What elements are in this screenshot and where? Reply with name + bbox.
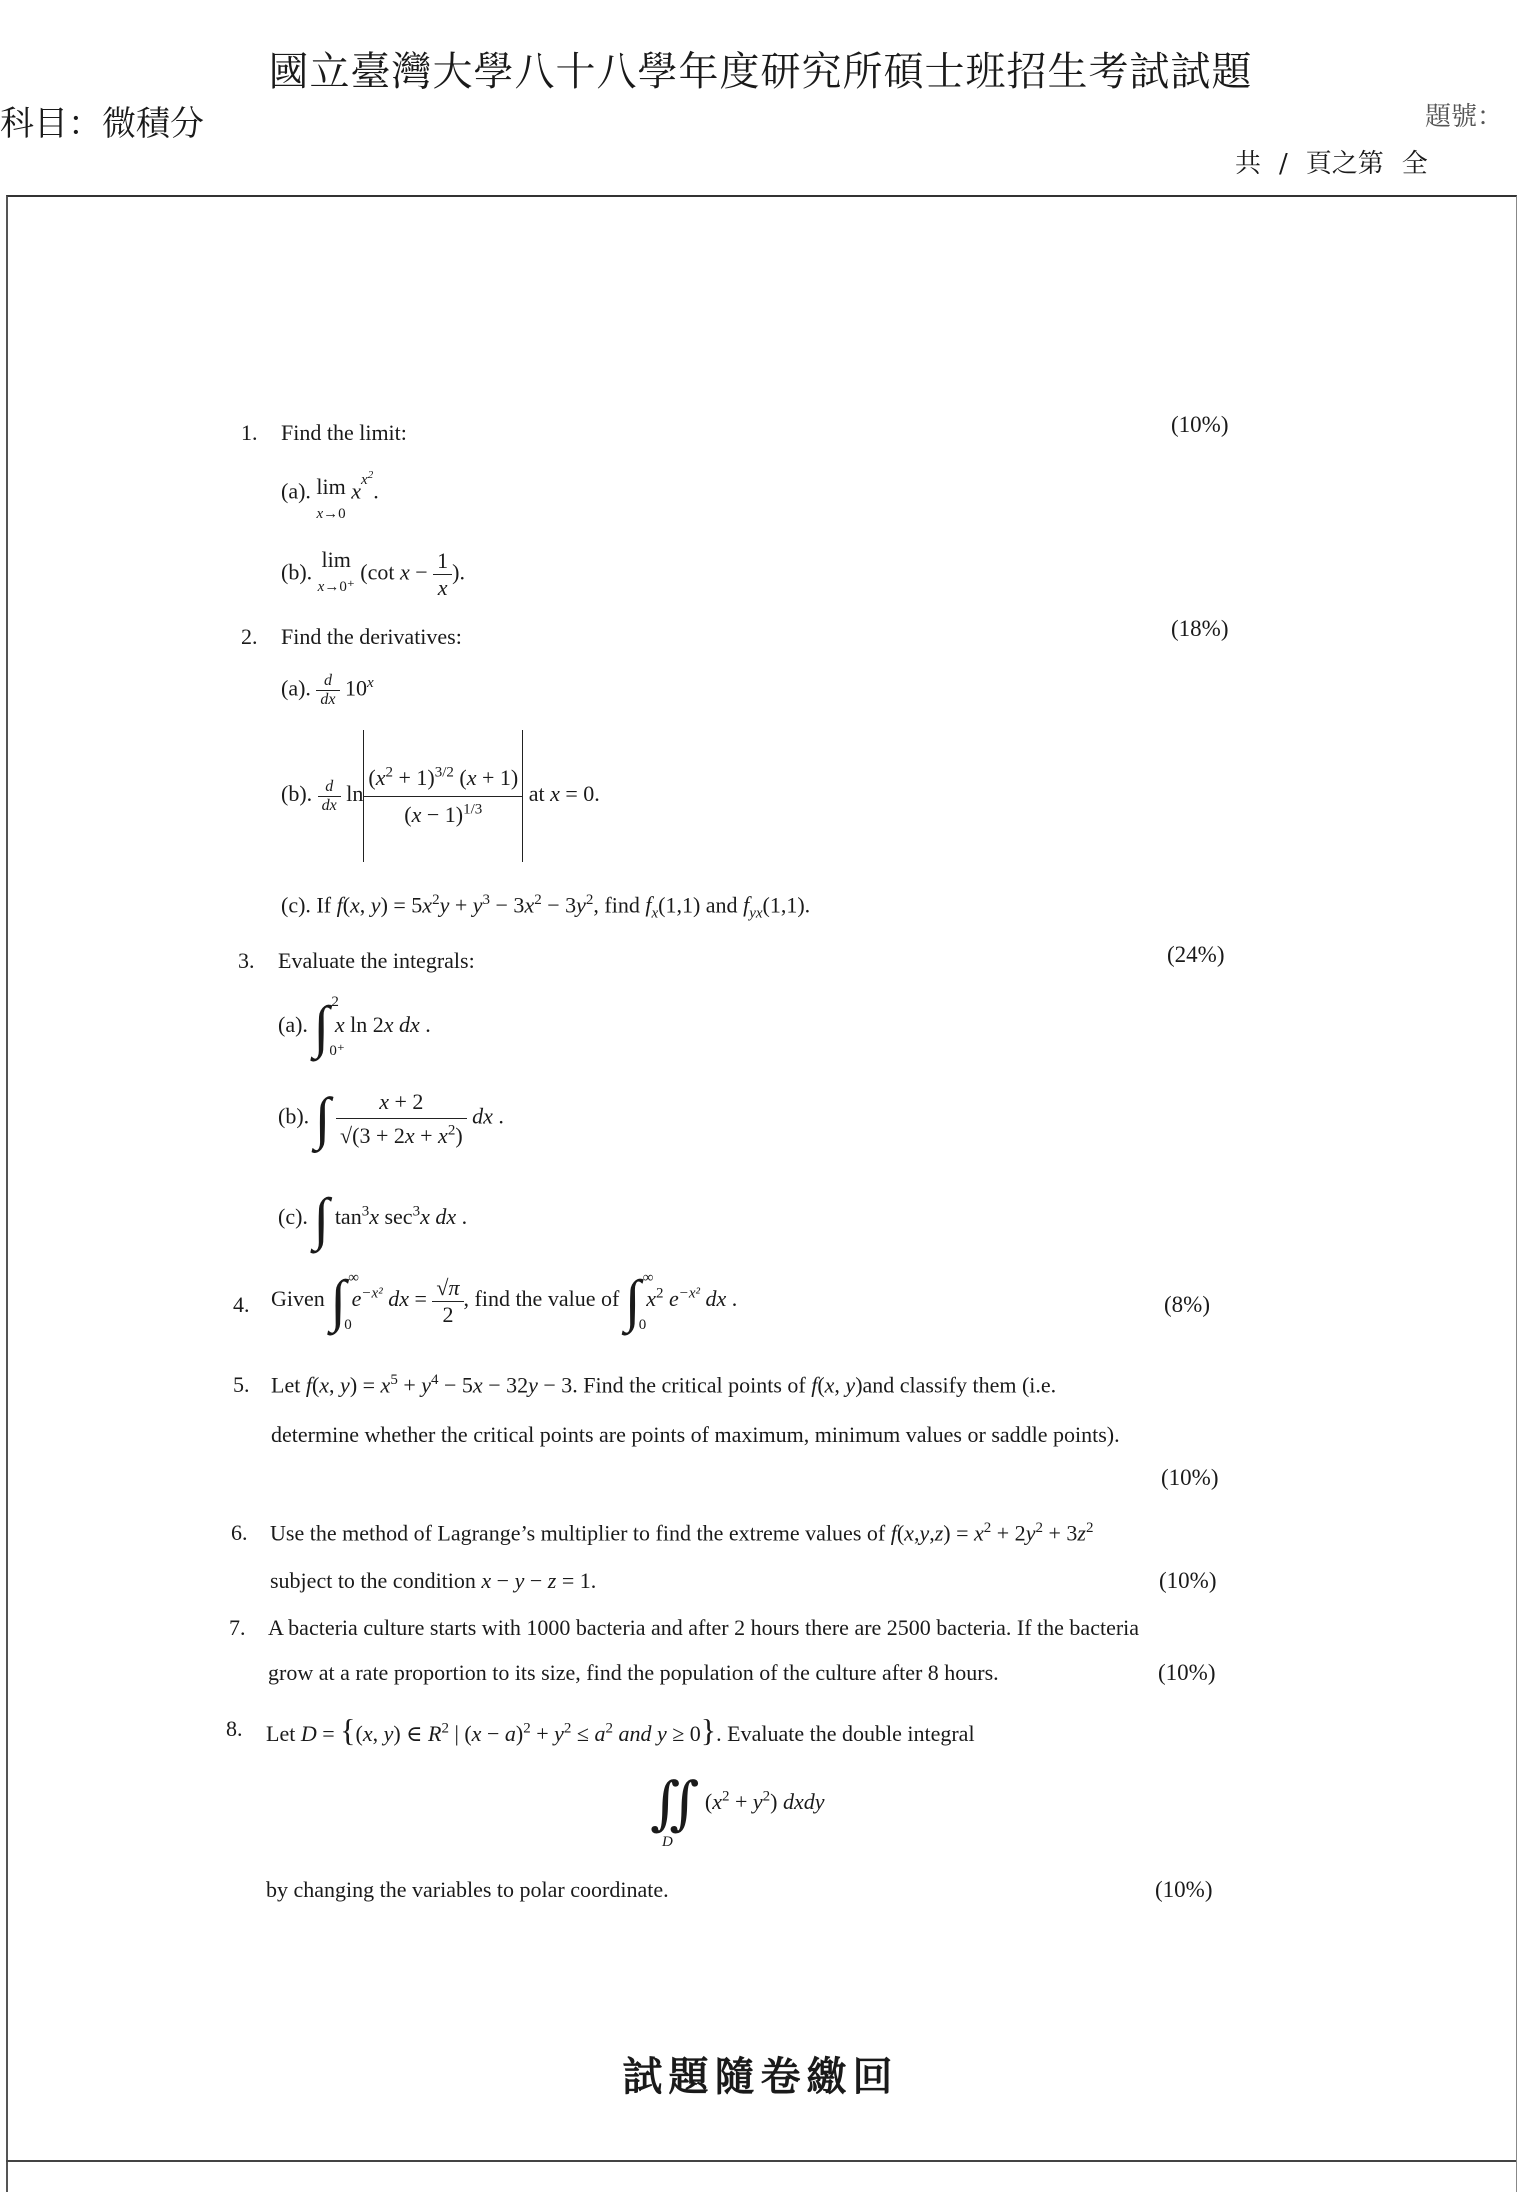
exam-title: 國立臺灣大學八十八學年度研究所碩士班招生考試試題 <box>268 49 1253 95</box>
q5-percent: (10%) <box>1161 1465 1219 1490</box>
q6-number: 6. <box>231 1520 248 1545</box>
q5-line1: Let f(x, $y) = x^5 + y^4 - 5x - 32y - 3$. Find the critical points of f(x, y)and classify them (i.e. <box>271 1372 1057 1398</box>
q3a-formula: (a). ∫ 2 0⁺ x ln 2x dx . <box>278 994 431 1059</box>
q2b-formula: (b). $\frac{d}{dx}$ ln $\frac{(x^2 + 1)^{3/2} (x + 1)}{(x - 1)^{1/3}}$ at x = 0. <box>281 730 600 862</box>
frame-bottom-rule <box>6 2160 1516 2162</box>
q5-number: 5. <box>233 1372 250 1397</box>
q5-line2: determine whether the critical points are points of maximum, minimum values or saddle points). <box>271 1422 1120 1447</box>
q1-percent: (10%) <box>1171 412 1229 437</box>
q8-line3: by changing the variables to polar coordinate. <box>266 1877 669 1902</box>
page-count: 共 / 頁之第 全 <box>1235 149 1428 179</box>
footer-notice: 試題隨卷繳回 <box>622 2053 899 2100</box>
q7-line1: A bacteria culture starts with 1000 bacteria and after 2 hours there are 2500 bacteria. If the bacteria <box>268 1615 1140 1640</box>
q7-line2: grow at a rate proportion to its size, find the population of the culture after 8 hours. <box>268 1660 999 1685</box>
q6-line1: Use the method of Lagrange’s multiplier to find the extreme values of $f(x,y,z) = x^2 + 2y^2 + 3z^2$ <box>270 1520 1094 1546</box>
q4-percent: (8%) <box>1164 1292 1210 1317</box>
q7-number: 7. <box>229 1615 246 1640</box>
q8-percent: (10%) <box>1155 1877 1213 1902</box>
q8-line1: Let D = {(x, y) ∈ $R^2$ | $(x - a)^2 + y^2 \le a^2$ and y ≥ 0}. Evaluate the double integral <box>266 1712 975 1748</box>
q2c-formula: (c). If f(x, $y) = 5x^2y + y^3 - 3x^2 - 3y^2$, find $f_x(1,1)$ and $f_{yx}(1,1)$. <box>281 892 811 922</box>
q3b-formula: (b). ∫ $\frac{x + 2}{√(3 + 2x + x^2)}$ dx . <box>278 1085 504 1151</box>
q8-number: 8. <box>226 1716 243 1741</box>
q2-text: Find the derivatives: <box>281 624 462 649</box>
q8-double-integral: ∬ D $(x^2 + y^2)$ dxdy <box>650 1771 825 1850</box>
question-number-label: 題號： <box>1425 102 1504 132</box>
q3-number: 3. <box>238 948 255 973</box>
q1a-formula: (a). lim x→0 $x^{x^2}$. <box>281 469 379 523</box>
q6-line2: subject to the condition x − y − z = 1. <box>270 1568 597 1593</box>
q1b-formula: (b). lim x→0⁺ (cot x − $\frac{1}{x}$ ). <box>281 547 465 600</box>
q3-text: Evaluate the integrals: <box>278 948 475 973</box>
q4-formula: Given ∫ ∞ 0 $e^{-x^2}$ dx = $\frac{√\pi}{2}$ , find the value of ∫ ∞ 0 $x^2$ $e^{-x^2}$ dx . <box>271 1268 738 1333</box>
q2-percent: (18%) <box>1171 616 1229 641</box>
q7-percent: (10%) <box>1158 1660 1216 1685</box>
q3c-formula: (c). ∫ $\tan^3x$ $\sec^3x$ dx . <box>278 1186 468 1251</box>
q2a-formula: (a). $\frac{d}{dx}$ 10$^x$ <box>281 672 374 708</box>
exam-frame <box>6 195 1517 2192</box>
q1-number: 1. <box>241 420 258 445</box>
q2-number: 2. <box>241 624 258 649</box>
subject-label: 科目：微積分 <box>0 104 204 144</box>
q6-percent: (10%) <box>1159 1568 1217 1593</box>
q3-percent: (24%) <box>1167 942 1225 967</box>
q1-text: Find the limit: <box>281 420 407 445</box>
q4-number: 4. <box>233 1292 250 1317</box>
